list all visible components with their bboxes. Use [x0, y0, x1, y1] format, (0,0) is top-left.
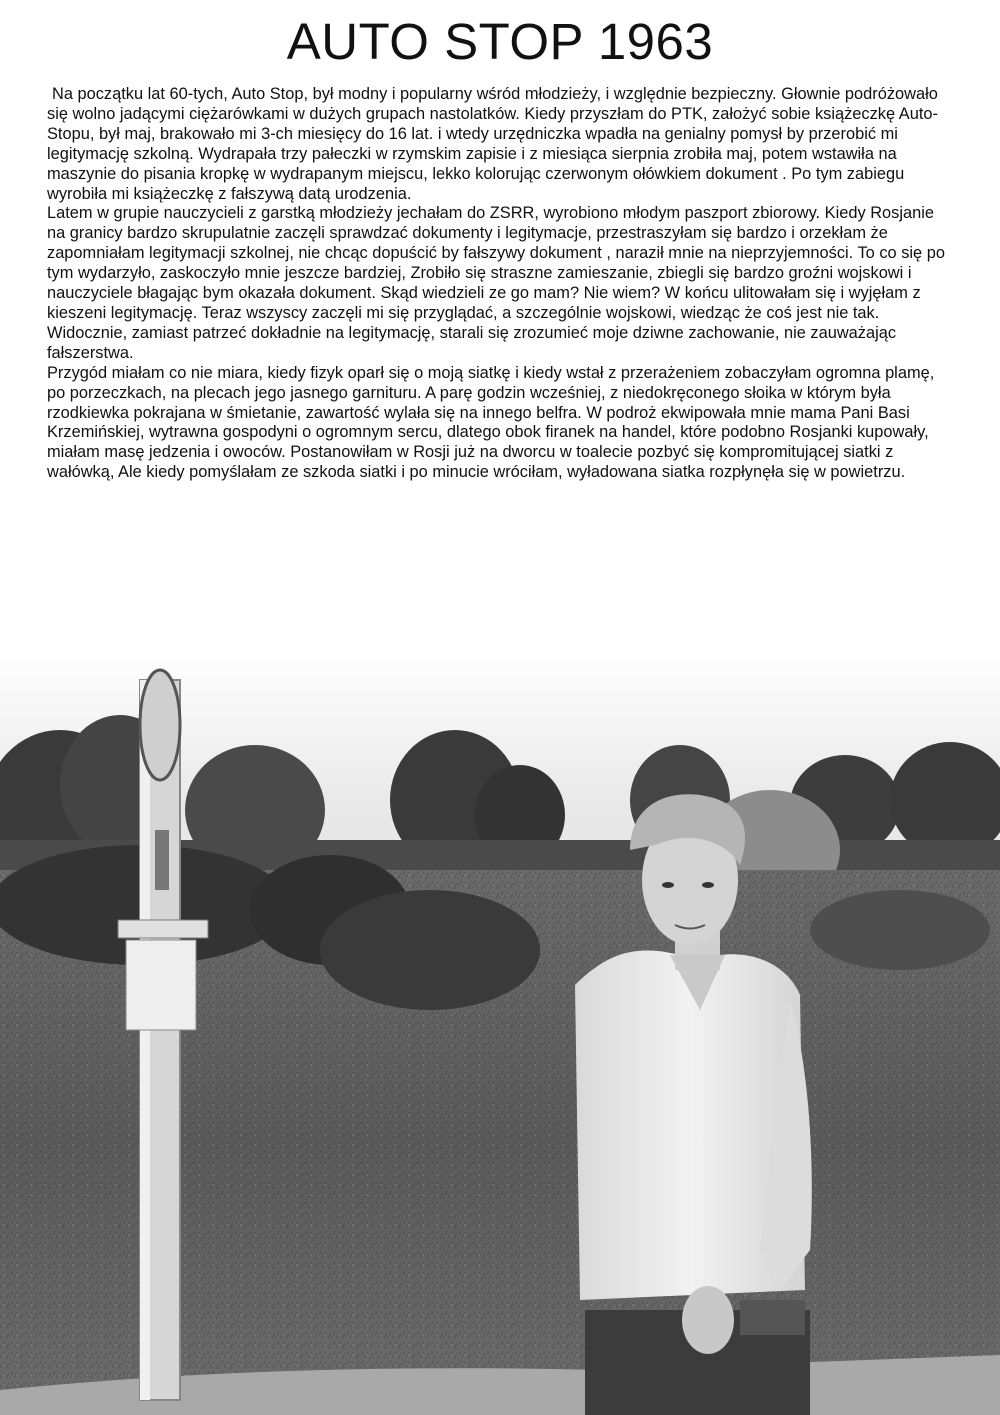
paragraph-3: Przygód miałam co nie miara, kiedy fizyk oparł się o moją siatkę i kiedy wstał z przerażeniem zobaczyłam ogromna plamę, po porzeczkach, na plecach jego jasnego garnituru. A parę godzin wcześniej, z niedokręconego słoika w którym była rzodkiewka pokrajana w śmietanie, zawartość wylała się na innego belfra. W podroż ekwipowała mnie mama Pani Basi Krzemińskiej, wytrawna gospodyni o ogromnym sercu, dlatego obok firanek na handel, które podobno Rosjanki kupowały, miałam masę jedzenia i owoców. Postanowiłam w Rosji już na dworcu w toalecie pozbyć się kompromitującej siatki z wałówką, Ale kiedy pomyślałam ze szkoda siatki i po minucie wróciłam, wyładowana siatka rozpłynęła się w powietrzu.	[47, 363, 935, 482]
vintage-photo	[0, 650, 1000, 1415]
story-text	[47, 85, 952, 483]
paragraph-2: Latem w grupie nauczycieli z garstką młodzieży jechałam do ZSRR, wyrobiono młodym paszport zbiorowy. Kiedy Rosjanie na granicy bardzo skrupulatnie zaczęli sprawdzać dokumenty i legitymacje, przestraszyłam się bardzo i orzekłam że zapomniałam legitymacji szkolnej, nie chcąc dopuścić by fałszywy dokument , naraził mnie na nieprzyjemności. To co się po tym wydarzyło, zaskoczyło mnie jeszcze bardziej, Zrobiło się straszne zamieszanie, zbiegli się bardzo groźni wojskowi i nauczyciele błagając bym okazała dokument. Skąd wiedzieli ze go mam? Nie wiem? W końcu ulitowałam się i wyjęłam z kieszeni legitymację. Teraz wszyscy zaczęli mi się przyglądać, a szczególnie wojskowi, wiedząc że coś jest nie tak. Widocznie, zamiast patrzeć dokładnie na legitymację, starali się zrozumieć moje dziwne zachowanie, nie zauważając fałszerstwa.	[47, 204, 945, 362]
page-title: AUTO STOP 1963	[286, 13, 714, 70]
paragraph-1: Na początku lat 60-tych, Auto Stop, był modny i popularny wśród młodzieży, i względnie bezpieczny. Głownie podróżowało się wolno jadącymi ciężarówkami w dużych grupach nastolatków. Kiedy przyszłam do PTK, założyć sobie książeczkę Auto-Stopu, był maj, brakowało mi 3-ch miesięcy do 16 lat. i wtedy urzędniczka wpadła na genialny pomysł by przerobić mi legitymację szkolną. Wydrapała trzy pałeczki w rzymskim zapisie i z miesiąca sierpnia zrobiła maj, potem wstawiła na maszynie do pisania kropkę w wydrapanym miejscu, lekko kolorując czerwonym ołówkiem dokument . Po tym zabiegu wyrobiła mi książeczkę z fałszywą datą urodzenia.	[47, 85, 938, 203]
